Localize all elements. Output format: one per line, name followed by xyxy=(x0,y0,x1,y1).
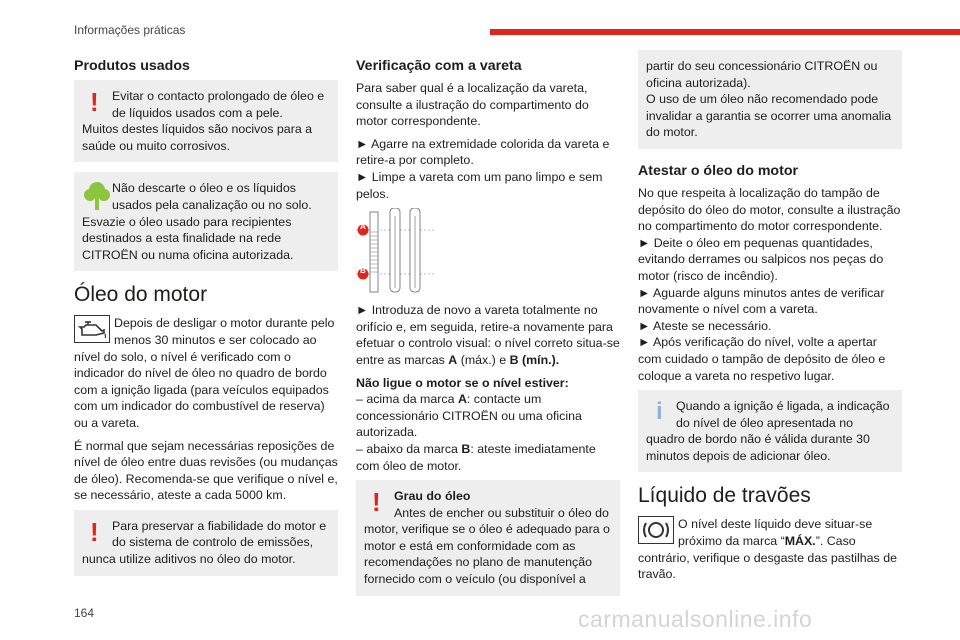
warning-title: Grau do óleo xyxy=(394,489,471,504)
warning-icon: ! xyxy=(90,87,99,117)
warning-icon: ! xyxy=(372,487,381,518)
heading-verificacao-vareta: Verificação com a vareta xyxy=(356,58,522,74)
brake-icon xyxy=(638,516,674,546)
step: ► Ateste se necessário. xyxy=(638,318,772,333)
info-text: Quando a ignição é ligada, a indicação do nível de óleo apresentada no quadro de bordo não é válida durante 30 minutos depois de adicionar óleo. xyxy=(646,399,890,463)
marker-b-label: B xyxy=(360,266,366,276)
step: ► Agarre na extremidade colorida da vareta e retire-a por completo. xyxy=(356,136,610,168)
brake-paragraph: O nível deste líquido deve situar-se próximo da marca “MÁX.”. Caso contrário, verifique o desgaste das pastilhas de travão. xyxy=(638,517,897,582)
heading-produtos-usados: Produtos usados xyxy=(74,58,190,74)
warning-text: Evitar o contacto prolongado de óleo e de líquidos usados com a pele. xyxy=(112,89,325,120)
reinsert-step: ► Introduza de novo a vareta totalmente no orifício e, em seguida, retire-a novamente para efetuar o controlo visual: o nível correto situa-se entre as marcas A (máx.) e B (mín.). xyxy=(356,303,620,367)
bold-warning: Não ligue o motor se o nível estiver: xyxy=(356,375,569,390)
warning-text: Antes de encher ou substituir o óleo do motor, verifique se o óleo é adequado para o motor e está em conformidade com as recomendações no plano de manutenção fornecido com o veículo (ou disponível a xyxy=(364,505,610,587)
info-box xyxy=(638,390,902,472)
warning-text: O uso de um óleo não recomendado pode invalidar a garantia se ocorrer uma anomalia do motor. xyxy=(646,92,892,140)
step: ► Após verificação do nível, volte a apertar com cuidado o tampão de depósito de óleo e coloque a vareta no respetivo lugar. xyxy=(638,335,886,383)
warning-icon: ! xyxy=(90,516,99,547)
marker-a-label: A xyxy=(360,222,366,232)
warning-text: Para preservar a fiabilidade do motor e do sistema de controlo de emissões, nunca utilize aditivos no óleo do motor. xyxy=(82,518,327,567)
above-mark: – acima da marca A: contacte um concessionário CITROËN ou uma oficina autorizada. xyxy=(356,392,582,440)
column-2 xyxy=(356,50,620,606)
header-accent-bar xyxy=(490,29,960,35)
warning-text: partir do seu concessionário CITROËN ou oficina autorizada). xyxy=(646,59,878,90)
page-number: 164 xyxy=(74,606,95,620)
dipstick-illustration xyxy=(356,208,620,294)
paragraph: Para saber qual é a localização da vareta, consulte a ilustração do compartimento do motor correspondente. xyxy=(356,81,589,129)
paragraph: No que respeita à localização do tampão de depósito do óleo do motor, consulte a ilustração no compartimento do motor correspondente. xyxy=(638,185,901,234)
step: ► Deite o óleo em pequenas quantidades, evitando derrames ou salpicos nos peças do motor (risco de incêndio). xyxy=(638,235,884,283)
info-icon: i xyxy=(656,398,663,426)
watermark: carmanualsonline.info xyxy=(578,606,813,632)
section-header: Informações práticas xyxy=(74,23,186,37)
environment-text: Esvazie o óleo usado para recipientes destinados a esta finalidade na rede CITROËN ou numa oficina autorizada. xyxy=(82,214,294,262)
warning-box-skin xyxy=(74,80,338,162)
oil-paragraph-2: É normal que sejam necessárias reposições de nível de óleo entre duas revisões (ou mudanças de óleo). Recomenda-se que verifique o nível e, se necessário, ateste a cada 5000 km. xyxy=(74,438,338,503)
oil-paragraph: Depois de desligar o motor durante pelo menos 30 minutos e ser colocado ao nível do solo, o nível é verificado com o indicador do nível de óleo no quadro de bordo com a ignição ligada (para veículos equipados com um indicador do combustível de reserva) ou a vareta. xyxy=(74,316,335,430)
column-3 xyxy=(638,50,902,589)
heading-atestar-oleo: Atestar o óleo do motor xyxy=(638,162,799,179)
heading-liquido-travoes: Líquido de travões xyxy=(638,484,811,508)
heading-oleo-do-motor: Óleo do motor xyxy=(74,283,208,307)
environment-box xyxy=(74,172,338,271)
warning-box-oil-grade xyxy=(356,480,620,596)
environment-text: Não descarte o óleo e os líquidos usados pela canalização ou no solo. xyxy=(112,181,312,212)
warning-box-continued xyxy=(638,50,902,149)
step: ► Aguarde alguns minutos antes de verificar novamente o nível com a vareta. xyxy=(638,285,885,317)
step: ► Limpe a vareta com um pano limpo e sem pelos. xyxy=(356,169,603,201)
oil-can-icon xyxy=(74,315,110,345)
warning-text: Muitos destes líquidos são nocivos para a saúde ou muito corrosivos. xyxy=(82,122,313,153)
below-mark: – abaixo da marca B: ateste imediatamente com óleo de motor. xyxy=(356,441,596,473)
column-1 xyxy=(74,50,338,586)
warning-box-additives xyxy=(74,510,338,576)
tree-icon xyxy=(82,180,112,210)
